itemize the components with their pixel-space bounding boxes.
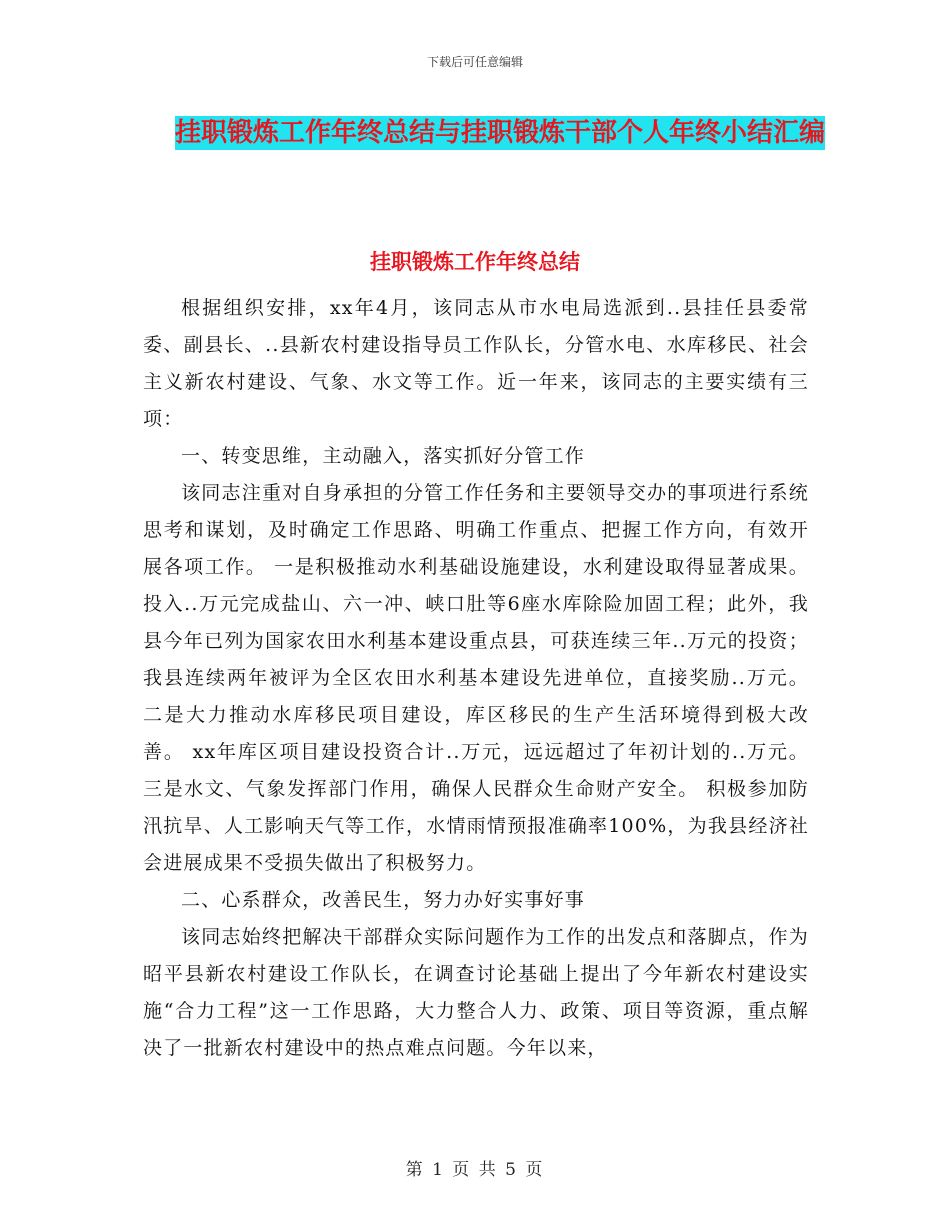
header-note: 下载后可任意编辑 [426, 55, 523, 69]
paragraph-one: 该同志注重对自身承担的分管工作任务和主要领导交办的事项进行系统思考和谋划，及时确定工作思路、明确工作重点、把握工作方向，有效开展各项工作。 一是积极推动水利基础设施建设，水利建设取得显著成果。 投入..万元完成盐山、六一冲、峡口肚等6座水库除险加固工程；此外，我县今年已列为国家农田水利基本建设重点县，可获连续三年..万元的投资；我县连续两年被评为全区农田水利基本建设先进单位，直接奖励..万元。 二是大力推动水库移民项目建设，库区移民的生产生活环境得到极大改善。 xx年库区项目建设投资合计..万元，远远超过了年初计划的..万元。 三是水文、气象发挥部门作用，确保人民群众生命财产安全。 积极参加防汛抗旱、人工影响天气等工作，水情雨情预报准确率100%，为我县经济社会进展成果不受损失做出了积极努力。 [143, 482, 809, 874]
page-number: 第 1 页 共 5 页 [405, 1160, 545, 1180]
paragraph-two: 该同志始终把解决干部群众实际问题作为工作的出发点和落脚点，作为昭平县新农村建设工作队长，在调查讨论基础上提出了今年新农村建设实施“合力工程”这一工作思路，大力整合人力、政策、项目等资源，重点解决了一批新农村建设中的热点难点问题。今年以来， [143, 926, 809, 1059]
document-body [143, 290, 809, 1067]
paragraph-intro: 根据组织安排，xx年4月，该同志从市水电局选派到..县挂任县委常委、副县长、..县新农村建设指导员工作队长，分管水电、水库移民、社会主义新农村建设、气象、水文等工作。近一年来，该同志的主要实绩有三项： [143, 297, 809, 430]
heading-one: 一、转变思维，主动融入，落实抓好分管工作 [181, 445, 586, 467]
section-title: 挂职锻炼工作年终总结 [370, 250, 580, 274]
heading-two: 二、心系群众，改善民生，努力办好实事好事 [181, 889, 586, 911]
document-title-text: 挂职锻炼工作年终总结与挂职锻炼干部个人年终小结汇编 [174, 118, 825, 148]
document-title [150, 111, 850, 155]
